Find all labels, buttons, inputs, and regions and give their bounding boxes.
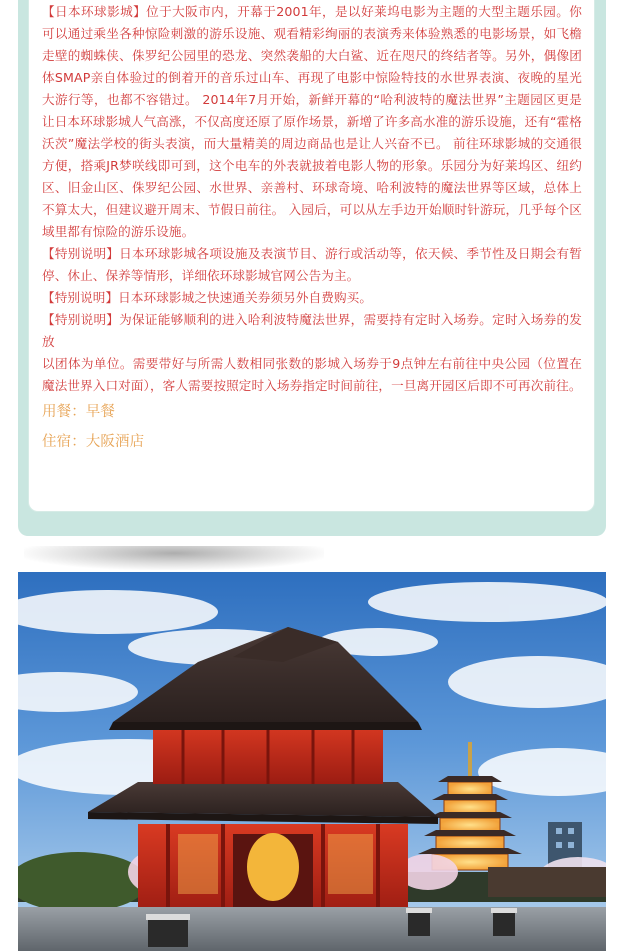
itinerary-text — [42, 1, 582, 457]
paragraph-timed-entry-details: 以团体为单位。需要带好与所需人数相同张数的影城入场券于9点钟左右前往中央公园（位置在魔法世界入口对面），客人需要按照定时入场券指定时间前往，一旦离开园区后即不可再次前往。 — [42, 356, 582, 393]
temple-photo — [18, 572, 606, 951]
paragraph-note-express-pass: 【特别说明】日本环球影城之快速通关券须另外自费购买。 — [42, 290, 373, 305]
paragraph-note-timed-entry: 【特别说明】为保证能够顺利的进入哈利波特魔法世界，需要持有定时入场券。定时入场券的发放 — [42, 312, 582, 349]
hotel-line: 住宿：大阪酒店 — [42, 434, 145, 450]
meals-line: 用餐：早餐 — [42, 404, 115, 420]
divider-shadow — [24, 546, 324, 570]
temple-photo-illustration — [18, 572, 606, 951]
paragraph-universal-studios: 【日本环球影城】位于大阪市内，开幕于2001年，是以好莱坞电影为主题的大型主题乐园。你可以通过乘坐各种惊险刺激的游乐设施、观看精彩绚丽的表演秀来体验熟悉的电影场景，如飞檐走壁的蜘蛛侠、侏罗纪公园里的恐龙、突然袭船的大白鲨、近在咫尺的终结者等。另外，偶像团体SMAP亲自体验过的倒着开的音乐过山车、再现了电影中惊险特技的水世界表演、夜晚的星光大游行等，也都不容错过。 2014年7月开始，新鲜开幕的“哈利波特的魔法世界”主题园区更是让日本环球影城人气高涨，不仅高度还原了原作场景，新增了许多高水准的游乐设施，还有“霍格沃茨”魔法学校的街头表演，而大量精美的周边商品也是让人兴奋不已。 前往环球影城的交通很方便，搭乘JR梦咲线即可到，这个电车的外表就披着电影人物的形象。乐园分为好莱坞区、纽约区、旧金山区、侏罗纪公园、水世界、亲善村、环球奇境、哈利波特的魔法世界等区域，总体上不算太大，但建议避开周末、节假日前往。 入园后，可以从左手边开始顺时针游玩，几乎每个区域里都有惊险的游乐设施。 — [42, 4, 582, 239]
paragraph-note-facilities: 【特别说明】日本环球影城各项设施及表演节目、游行或活动等，依天候、季节性及日期会有暂停、休止、保养等情形，详细依环球影城官网公告为主。 — [42, 246, 582, 283]
